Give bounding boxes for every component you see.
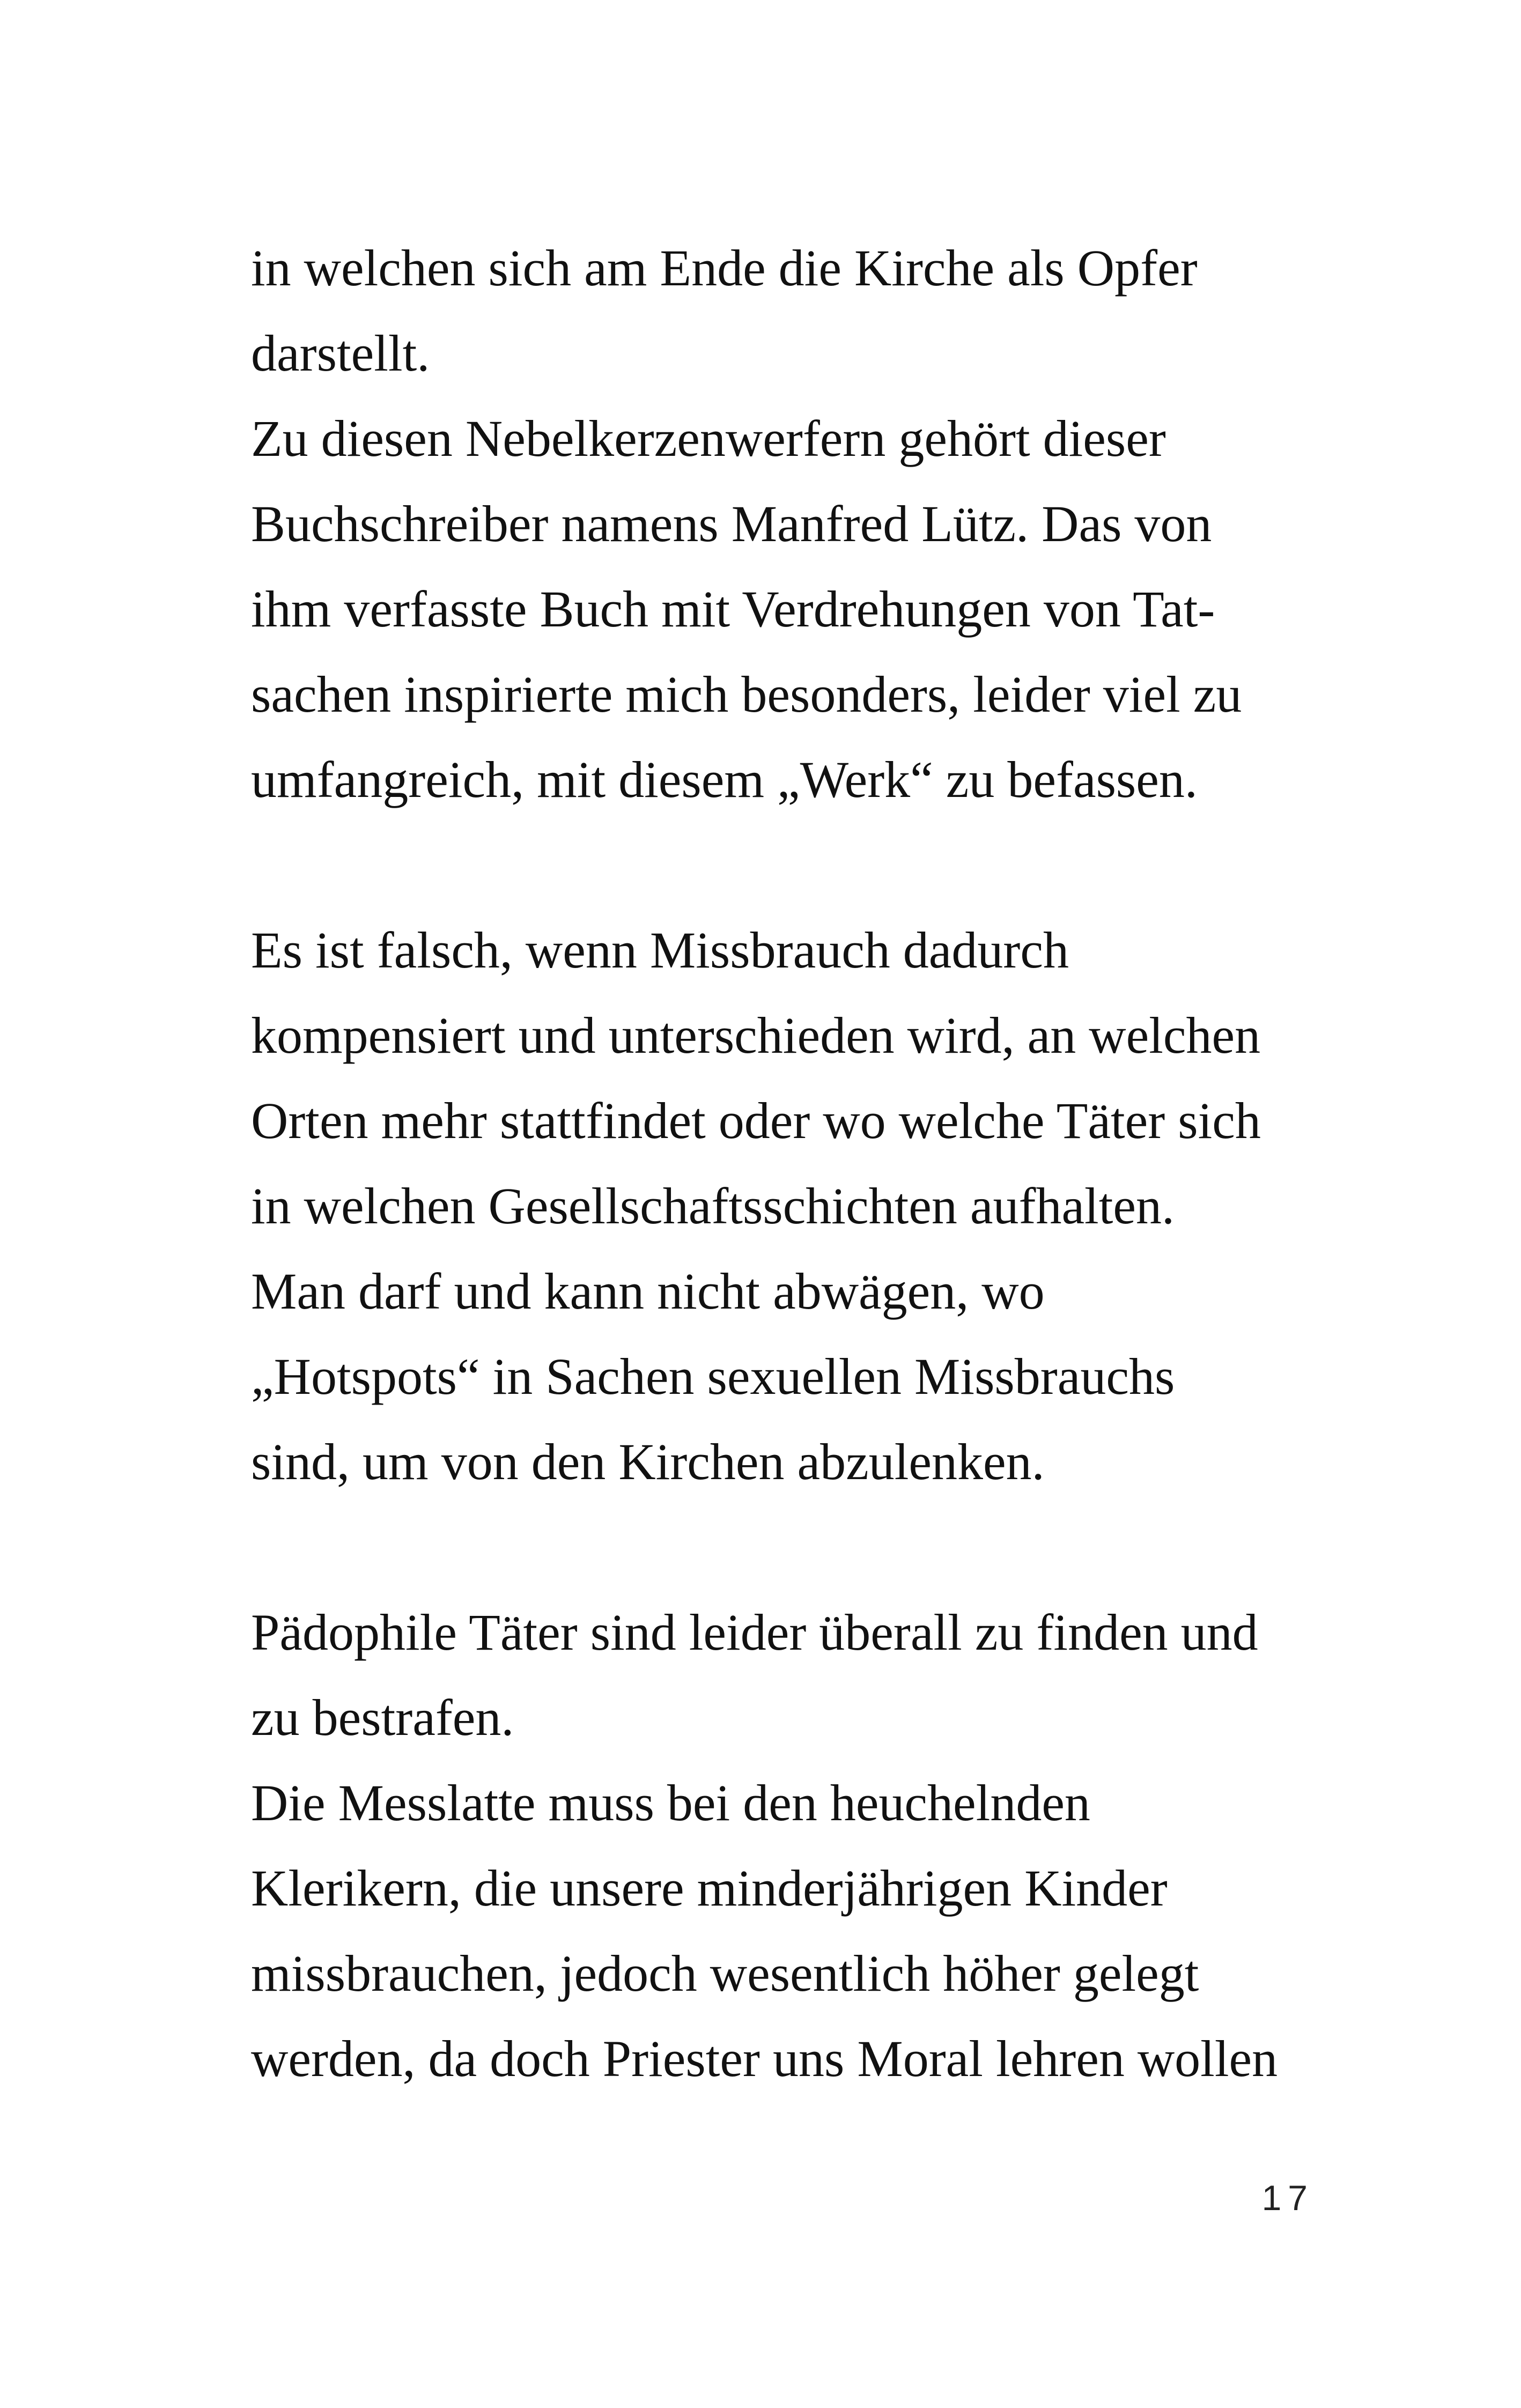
text-line: ihm verfasste Buch mit Verdrehungen von Tat- xyxy=(251,580,1215,638)
paragraph-1 xyxy=(251,225,1388,822)
text-line: Es ist falsch, wenn Missbrauch dadurch xyxy=(251,921,1069,979)
text-line: in welchen sich am Ende die Kirche als Opfer xyxy=(251,239,1198,297)
text-line: Zu diesen Nebelkerzenwerfern gehört dieser xyxy=(251,410,1166,467)
paragraph-2 xyxy=(251,907,1388,1504)
text-line: Orten mehr stattfindet oder wo welche Täter sich xyxy=(251,1092,1261,1149)
text-line: Pädophile Täter sind leider überall zu finden und xyxy=(251,1604,1258,1661)
text-line: darstellt. xyxy=(251,324,430,382)
paragraph-3 xyxy=(251,1590,1388,2101)
text-line: Buchschreiber namens Manfred Lütz. Das von xyxy=(251,495,1212,552)
text-line: umfangreich, mit diesem „Werk“ zu befassen. xyxy=(251,751,1198,808)
text-line: sind, um von den Kirchen abzulenken. xyxy=(251,1433,1045,1490)
paragraph-spacer xyxy=(251,1504,1388,1590)
page-number: 17 xyxy=(1261,2178,1314,2218)
text-line: zu bestrafen. xyxy=(251,1689,514,1746)
text-line: Klerikern, die unsere minderjährigen Kinder xyxy=(251,1859,1168,1917)
text-line: kompensiert und unterschieden wird, an welchen xyxy=(251,1007,1261,1064)
text-line: sachen inspirierte mich besonders, leider viel zu xyxy=(251,666,1242,723)
text-line: werden, da doch Priester uns Moral lehren wollen xyxy=(251,2030,1278,2087)
body-text xyxy=(251,225,1388,2101)
text-line: missbrauchen, jedoch wesentlich höher gelegt xyxy=(251,1945,1199,2002)
text-line: Man darf und kann nicht abwägen, wo xyxy=(251,1262,1045,1320)
text-line: „Hotspots“ in Sachen sexuellen Missbrauchs xyxy=(251,1348,1175,1405)
text-line: Die Messlatte muss bei den heuchelnden xyxy=(251,1774,1090,1831)
paragraph-spacer xyxy=(251,822,1388,907)
text-line: in welchen Gesellschaftsschichten aufhalten. xyxy=(251,1177,1175,1235)
